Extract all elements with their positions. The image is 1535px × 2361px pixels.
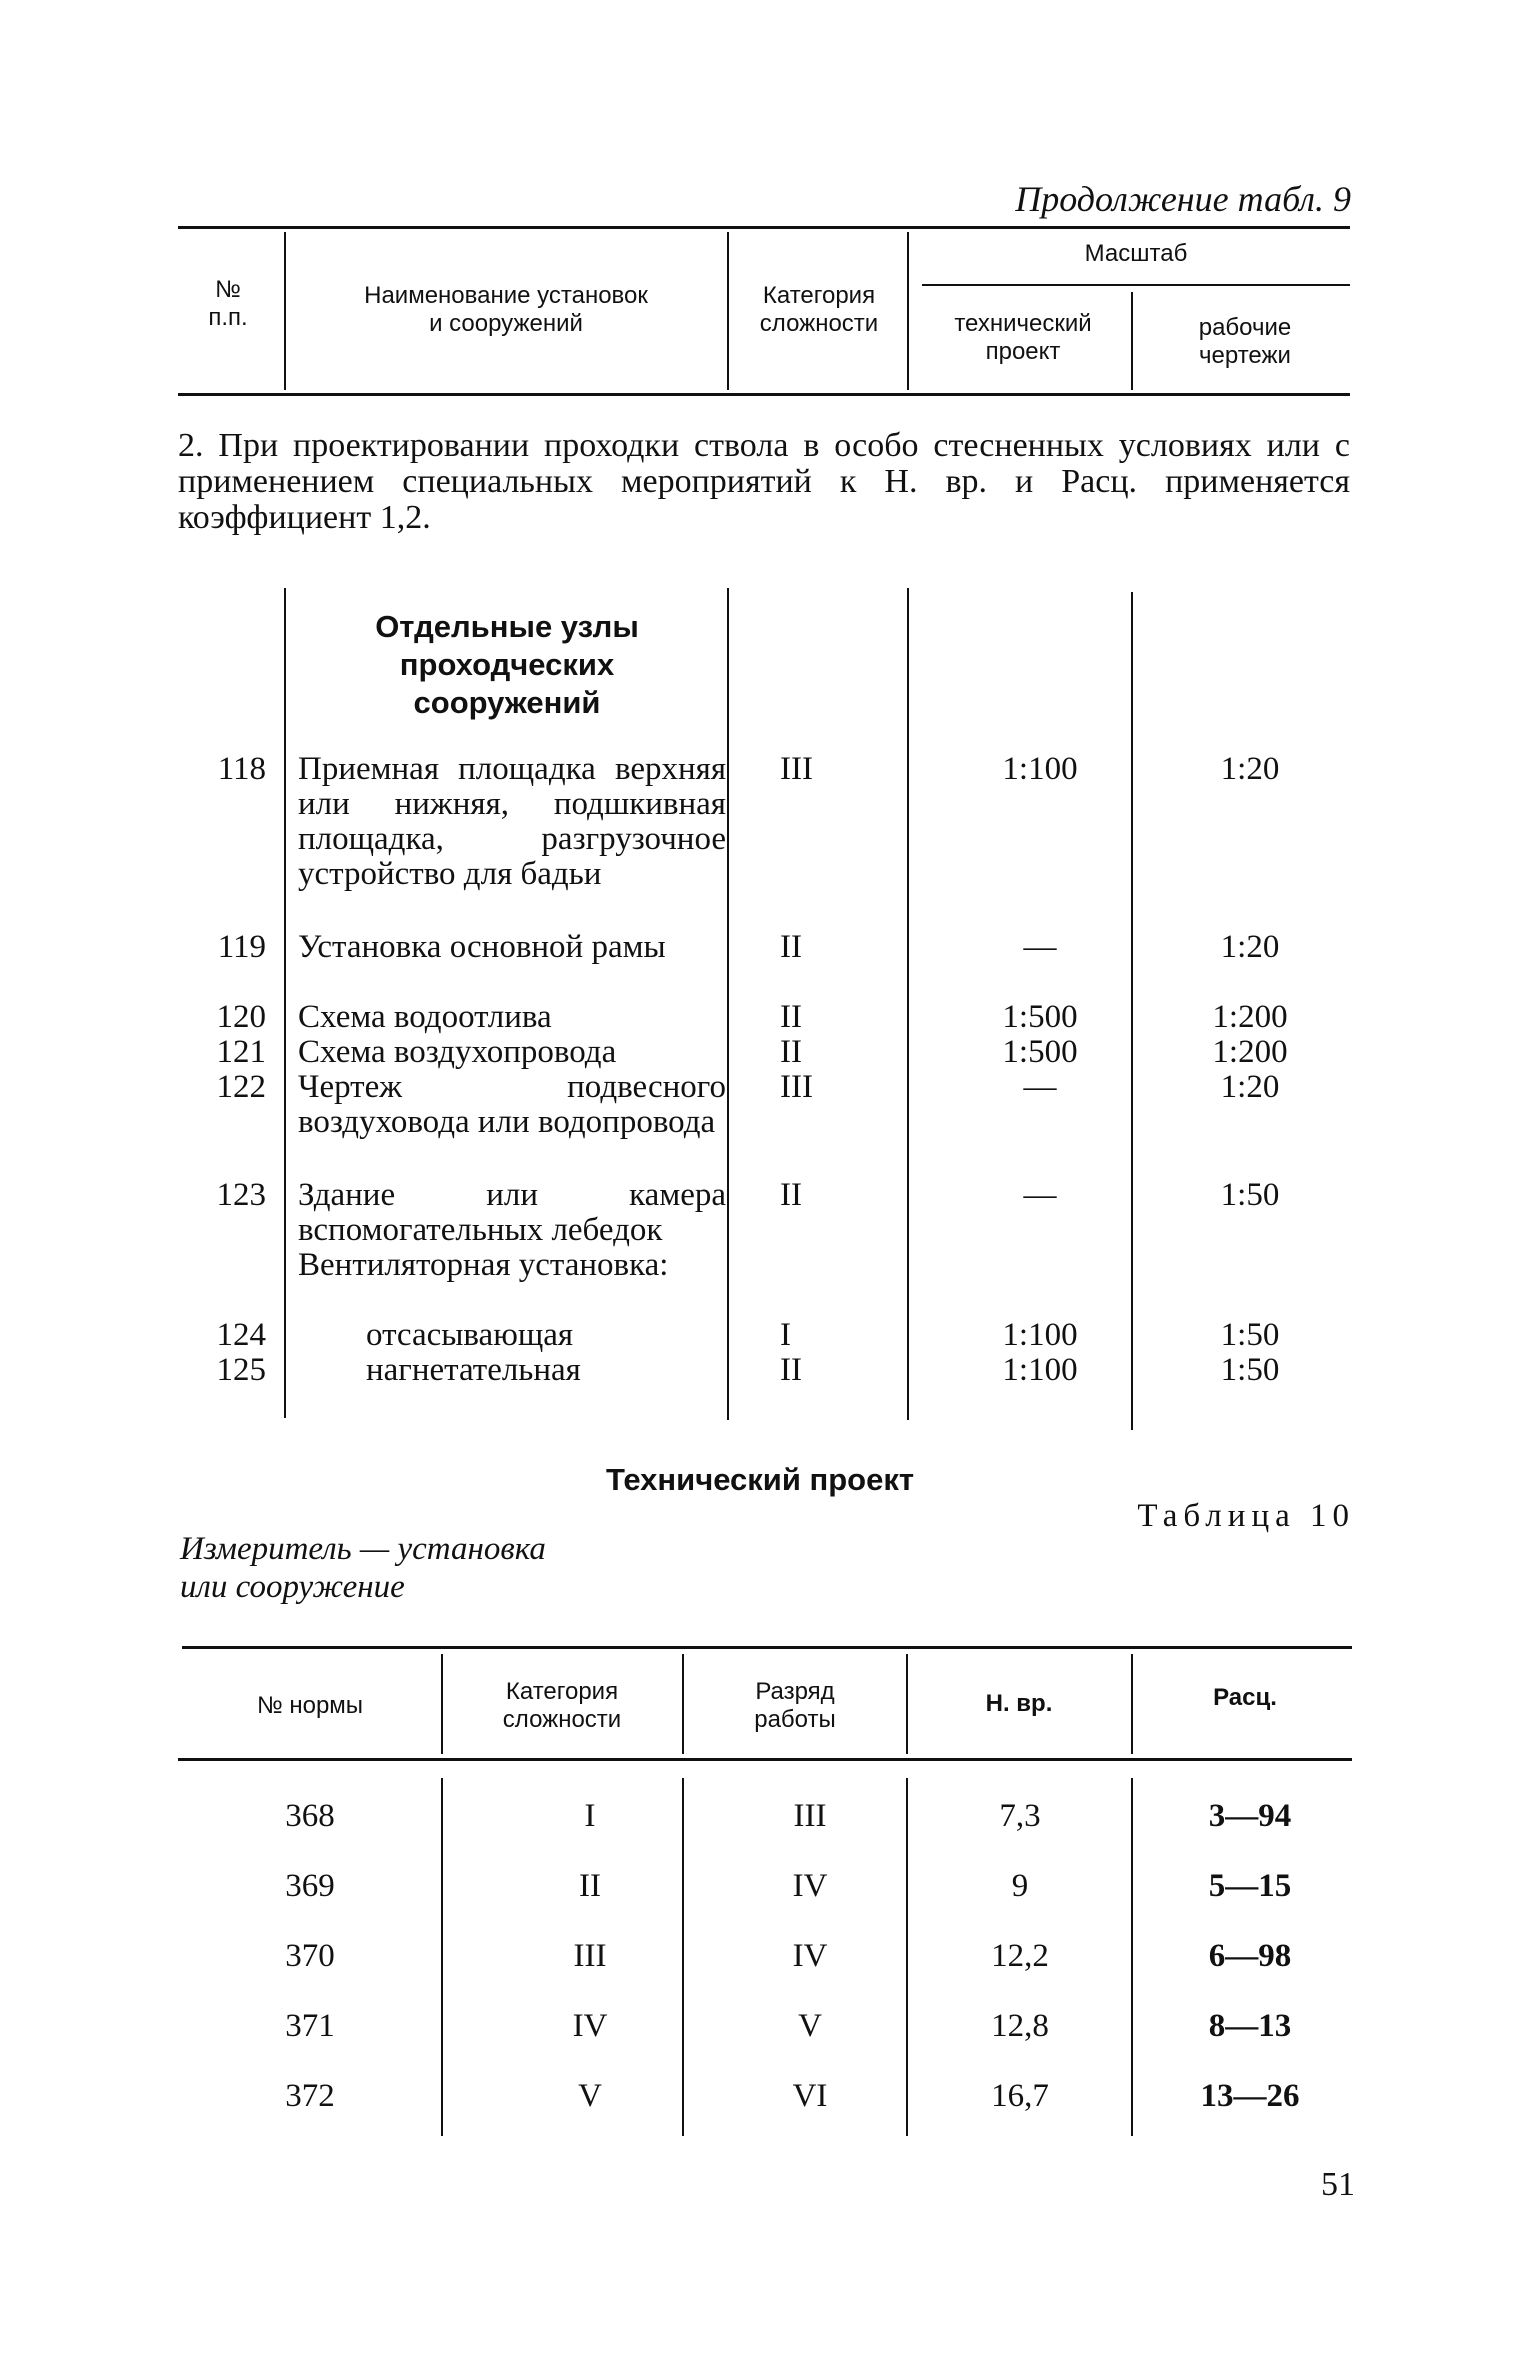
row-work-scale: 1:20 bbox=[1220, 1069, 1280, 1105]
t10-time: 12,8 bbox=[991, 2008, 1049, 2044]
row-num: 118 bbox=[217, 751, 266, 787]
row-num: 120 bbox=[216, 999, 266, 1035]
row-category: II bbox=[780, 1177, 802, 1213]
continuation-title: Продолжение табл. 9 bbox=[1015, 179, 1351, 219]
t10-norm: 370 bbox=[285, 1938, 335, 1974]
table9-header-divider bbox=[1131, 292, 1133, 390]
row-name: Схема водоотлива bbox=[298, 999, 552, 1035]
table10-header-divider bbox=[682, 1654, 684, 1754]
t10-grade: IV bbox=[792, 1938, 828, 1974]
table9-top-rule bbox=[178, 226, 1350, 229]
table10-body-divider bbox=[906, 1778, 908, 2136]
row-name: отсасывающая bbox=[366, 1317, 574, 1353]
table10-header-divider bbox=[1131, 1654, 1133, 1754]
row-name: Установка основной рамы bbox=[298, 929, 666, 965]
t10-header-category: Категория сложности bbox=[502, 1678, 622, 1733]
table10-header-divider bbox=[441, 1654, 443, 1754]
row-tech-scale: 1:100 bbox=[1002, 1352, 1078, 1388]
t10-rate: 5—15 bbox=[1208, 1868, 1292, 1904]
t10-norm: 372 bbox=[285, 2078, 335, 2114]
t10-header-time: Н. вр. bbox=[985, 1690, 1053, 1717]
t10-rate: 8—13 bbox=[1208, 2008, 1292, 2044]
row-tech-scale: — bbox=[1023, 929, 1057, 965]
t10-time: 7,3 bbox=[999, 1798, 1041, 1834]
table9-scale-rule bbox=[922, 284, 1350, 286]
table9-header-divider bbox=[907, 232, 909, 390]
t10-category: II bbox=[579, 1868, 601, 1904]
row-work-scale: 1:50 bbox=[1220, 1352, 1280, 1388]
table10-label: Таблица 10 bbox=[1137, 1498, 1355, 1534]
t10-header-norm: № нормы bbox=[256, 1692, 364, 1719]
t10-grade: V bbox=[798, 2008, 822, 2044]
row-group-title: Вентиляторная установка: bbox=[298, 1247, 669, 1283]
t10-category: III bbox=[573, 1938, 607, 1974]
row-tech-scale: — bbox=[1023, 1069, 1057, 1105]
t10-rate: 6—98 bbox=[1208, 1938, 1292, 1974]
row-tech-scale: — bbox=[1023, 1177, 1057, 1213]
row-name: Приемная площадка верхняя или нижняя, подшкивная площадка, разгрузочное устройство для бадьи bbox=[298, 751, 726, 892]
row-work-scale: 1:50 bbox=[1220, 1177, 1280, 1213]
header-category: Категория сложности bbox=[759, 282, 879, 337]
row-name: Здание или камера вспомогательных лебедок bbox=[298, 1177, 726, 1248]
t10-norm: 371 bbox=[285, 2008, 335, 2044]
row-work-scale: 1:200 bbox=[1212, 999, 1288, 1035]
t10-grade: VI bbox=[792, 2078, 828, 2114]
table10-body-divider bbox=[1131, 1778, 1133, 2136]
table10-header-bottom-rule bbox=[178, 1758, 1352, 1761]
row-num: 121 bbox=[216, 1034, 266, 1070]
row-category: II bbox=[780, 929, 802, 965]
row-category: II bbox=[780, 1352, 802, 1388]
table9-body-divider bbox=[727, 588, 729, 1420]
measure-unit: Измеритель — установка или сооружение bbox=[180, 1531, 546, 1605]
header-working-drawings: рабочие чертежи bbox=[1198, 314, 1292, 369]
row-category: III bbox=[780, 1069, 813, 1105]
row-num: 119 bbox=[217, 929, 266, 965]
table10-body-divider bbox=[441, 1778, 443, 2136]
header-name: Наименование установок и сооружений bbox=[364, 282, 648, 337]
t10-category: IV bbox=[572, 2008, 608, 2044]
t10-header-rate: Расц. bbox=[1213, 1684, 1277, 1711]
t10-time: 12,2 bbox=[991, 1938, 1049, 1974]
t10-header-grade: Разряд работы bbox=[754, 1678, 836, 1733]
table9-body-divider bbox=[284, 588, 286, 1418]
header-tech-project: технический проект bbox=[954, 310, 1092, 365]
row-num: 124 bbox=[216, 1317, 266, 1353]
table9-header-bottom-rule bbox=[178, 393, 1350, 396]
table9-body-divider bbox=[907, 588, 909, 1420]
row-name: Схема воздухопровода bbox=[298, 1034, 617, 1070]
row-work-scale: 1:200 bbox=[1212, 1034, 1288, 1070]
t10-category: V bbox=[578, 2078, 602, 2114]
header-scale: Масштаб bbox=[1084, 240, 1188, 267]
row-work-scale: 1:20 bbox=[1220, 751, 1280, 787]
row-work-scale: 1:50 bbox=[1220, 1317, 1280, 1353]
row-tech-scale: 1:500 bbox=[1002, 1034, 1078, 1070]
row-category: III bbox=[780, 751, 813, 787]
table10-top-rule bbox=[182, 1646, 1352, 1649]
note-paragraph: 2. При проектировании проходки ствола в особо стесненных условиях или с применением специальных мероприятий к Н. вр. и Расц. применяется коэффициент 1,2. bbox=[178, 427, 1350, 536]
row-category: II bbox=[780, 999, 802, 1035]
t10-grade: III bbox=[793, 1798, 827, 1834]
t10-time: 9 bbox=[1011, 1868, 1029, 1904]
row-num: 125 bbox=[216, 1352, 266, 1388]
t10-grade: IV bbox=[792, 1868, 828, 1904]
page-number: 51 bbox=[1321, 2166, 1355, 2203]
row-tech-scale: 1:500 bbox=[1002, 999, 1078, 1035]
row-num: 122 bbox=[216, 1069, 266, 1105]
row-tech-scale: 1:100 bbox=[1002, 1317, 1078, 1353]
table10-header-divider bbox=[906, 1654, 908, 1754]
row-name: Чертеж подвесного воздуховода или водопровода bbox=[298, 1069, 726, 1140]
row-num: 123 bbox=[216, 1177, 266, 1213]
table9-header-divider bbox=[727, 232, 729, 390]
row-name: нагнетательная bbox=[366, 1352, 581, 1388]
row-category: I bbox=[780, 1317, 791, 1353]
t10-norm: 368 bbox=[285, 1798, 335, 1834]
t10-rate: 3—94 bbox=[1208, 1798, 1292, 1834]
table10-heading: Технический проект bbox=[605, 1462, 915, 1497]
t10-rate: 13—26 bbox=[1200, 2078, 1300, 2114]
row-work-scale: 1:20 bbox=[1220, 929, 1280, 965]
table9-header-divider bbox=[284, 232, 286, 390]
row-tech-scale: 1:100 bbox=[1002, 751, 1078, 787]
header-num: № п.п. bbox=[208, 276, 248, 331]
table10-body-divider bbox=[682, 1778, 684, 2136]
section-title: Отдельные узлы проходческих сооружений bbox=[375, 609, 639, 720]
row-category: II bbox=[780, 1034, 802, 1070]
t10-norm: 369 bbox=[285, 1868, 335, 1904]
t10-time: 16,7 bbox=[991, 2078, 1049, 2114]
t10-category: I bbox=[584, 1798, 596, 1834]
